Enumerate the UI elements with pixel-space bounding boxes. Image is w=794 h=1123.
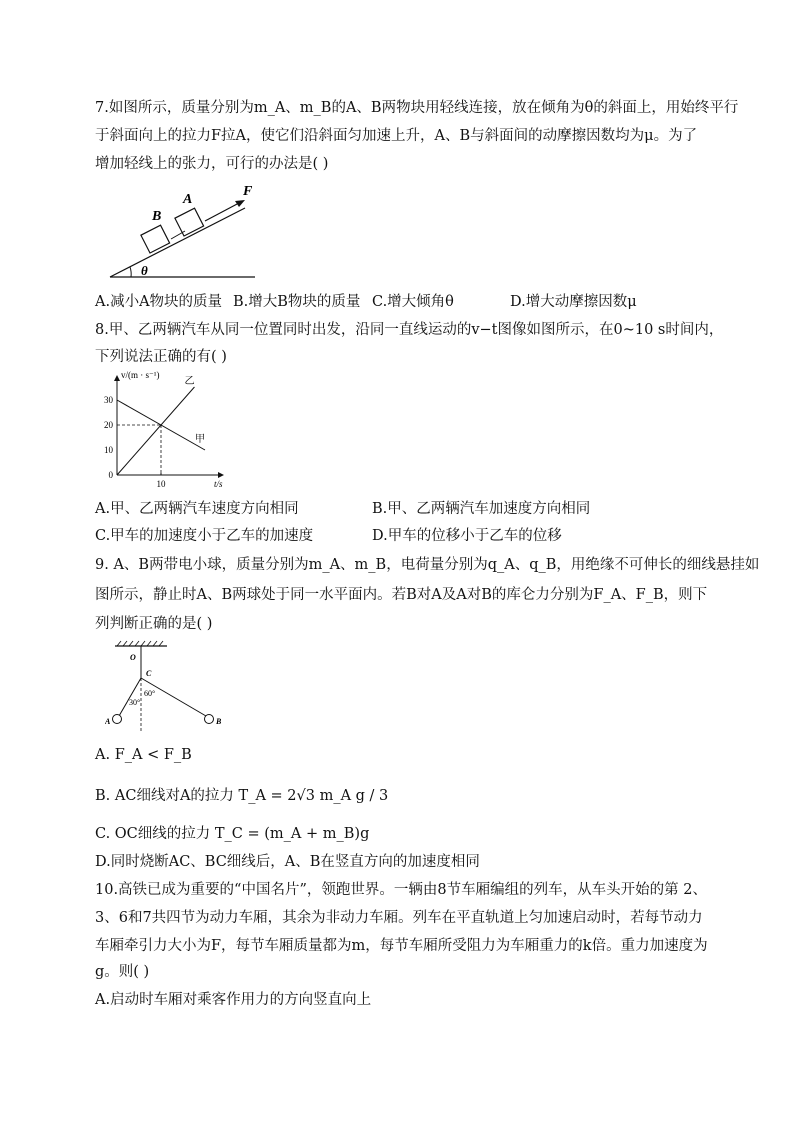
q10-line-2: 3、6和7共四节为动力车厢，其余为非动力车厢。列车在平直轨道上匀加速启动时，若每节动力 bbox=[95, 910, 703, 926]
q7-line-2: 于斜面向上的拉力F拉A，使它们沿斜面匀加速上升，A、B与斜面间的动摩擦因数均为μ。为了 bbox=[95, 128, 698, 144]
y-tick-label: 10 bbox=[104, 445, 113, 455]
ball-a bbox=[113, 715, 122, 724]
label-60: 60° bbox=[144, 689, 156, 698]
q7-line-3: 增加轻线上的张力，可行的办法是( ) bbox=[95, 156, 329, 172]
q10-line-4: g。则( ) bbox=[95, 964, 150, 980]
vt-chart bbox=[95, 367, 245, 492]
label-c: C bbox=[146, 669, 152, 678]
label-a: A bbox=[183, 192, 193, 207]
q9-line-2: 图所示，静止时A、B两球处于同一水平面内。若B对A及A对B的库仑力分别为F_A、F_B，则下 bbox=[95, 587, 708, 603]
label-f: F bbox=[243, 184, 253, 199]
q9-option-a: A. F_A < F_B bbox=[95, 747, 192, 763]
q9-option-b: B. AC细线对A的拉力 T_A = 2√3 m_A g / 3 bbox=[95, 788, 389, 804]
q7-option-d: D.增大动摩擦因数μ bbox=[510, 294, 637, 310]
q8-line-1: 8.甲、乙两辆汽车从同一位置同时出发，沿同一直线运动的v−t图像如图所示，在0~10 s时间内， bbox=[95, 322, 724, 338]
series-line-yi bbox=[117, 387, 194, 475]
x-axis-label: t/s bbox=[214, 479, 223, 489]
q9-option-c: C. OC细线的拉力 T_C = (m_A + m_B)g bbox=[95, 826, 370, 842]
label-b: B bbox=[216, 717, 222, 726]
q9-line-3: 列判断正确的是( ) bbox=[95, 616, 213, 632]
q9-line-1: 9. A、B两带电小球，质量分别为m_A、m_B，电荷量分别为q_A、q_B，用绝缘不可伸长的细线悬挂如 bbox=[95, 557, 760, 573]
label-a: A bbox=[105, 717, 111, 726]
y-tick-label: 30 bbox=[104, 395, 113, 405]
y-axis-label: v/(m · s⁻¹) bbox=[121, 370, 160, 380]
q10-option-a: A.启动时车厢对乘客作用力的方向竖直向上 bbox=[95, 992, 372, 1008]
label-theta: θ bbox=[141, 263, 148, 278]
q7-incline-figure bbox=[105, 183, 275, 288]
label-b: B bbox=[152, 209, 162, 224]
y-tick-label: 0 bbox=[108, 470, 113, 480]
series-label-yi: 乙 bbox=[184, 376, 195, 387]
q9-option-d: D.同时烧断AC、BC细线后，A、B在竖直方向的加速度相同 bbox=[95, 854, 480, 870]
q7-option-c: C.增大倾角θ bbox=[372, 294, 454, 310]
q10-line-3: 车厢牵引力大小为F，每节车厢质量都为m，每节车厢所受阻力为车厢重力的k倍。重力加速度为 bbox=[95, 938, 708, 954]
label-30: 30° bbox=[129, 698, 141, 707]
q8-option-d: D.甲车的位移小于乙车的位移 bbox=[372, 528, 562, 544]
q8-option-b: B.甲、乙两辆汽车加速度方向相同 bbox=[372, 501, 591, 517]
ball-b bbox=[205, 715, 214, 724]
label-o: O bbox=[130, 653, 136, 662]
q8-option-c: C.甲车的加速度小于乙车的加速度 bbox=[95, 528, 314, 544]
q7-option-b: B.增大B物块的质量 bbox=[233, 294, 361, 310]
q7-line-1: 7.如图所示，质量分别为m_A、m_B的A、B两物块用轻线连接，放在倾角为θ的斜面上，用始终平行 bbox=[95, 100, 739, 116]
q8-line-2: 下列说法正确的有( ) bbox=[95, 349, 227, 365]
q8-option-a: A.甲、乙两辆汽车速度方向相同 bbox=[95, 501, 299, 517]
q7-option-a: A.减小A物块的质量 bbox=[95, 294, 223, 310]
y-axis-arrow bbox=[114, 375, 120, 381]
x-tick-label: 10 bbox=[156, 479, 166, 489]
q10-line-1: 10.高铁已成为重要的“中国名片”，领跑世界。一辆由8节车厢编组的列车，从车头开始的第 2、 bbox=[95, 882, 707, 898]
x-axis-arrow bbox=[218, 472, 224, 478]
y-tick-label: 20 bbox=[104, 420, 113, 430]
q9-pendulum-figure bbox=[105, 640, 235, 735]
series-label-jia: 甲 bbox=[195, 434, 205, 445]
